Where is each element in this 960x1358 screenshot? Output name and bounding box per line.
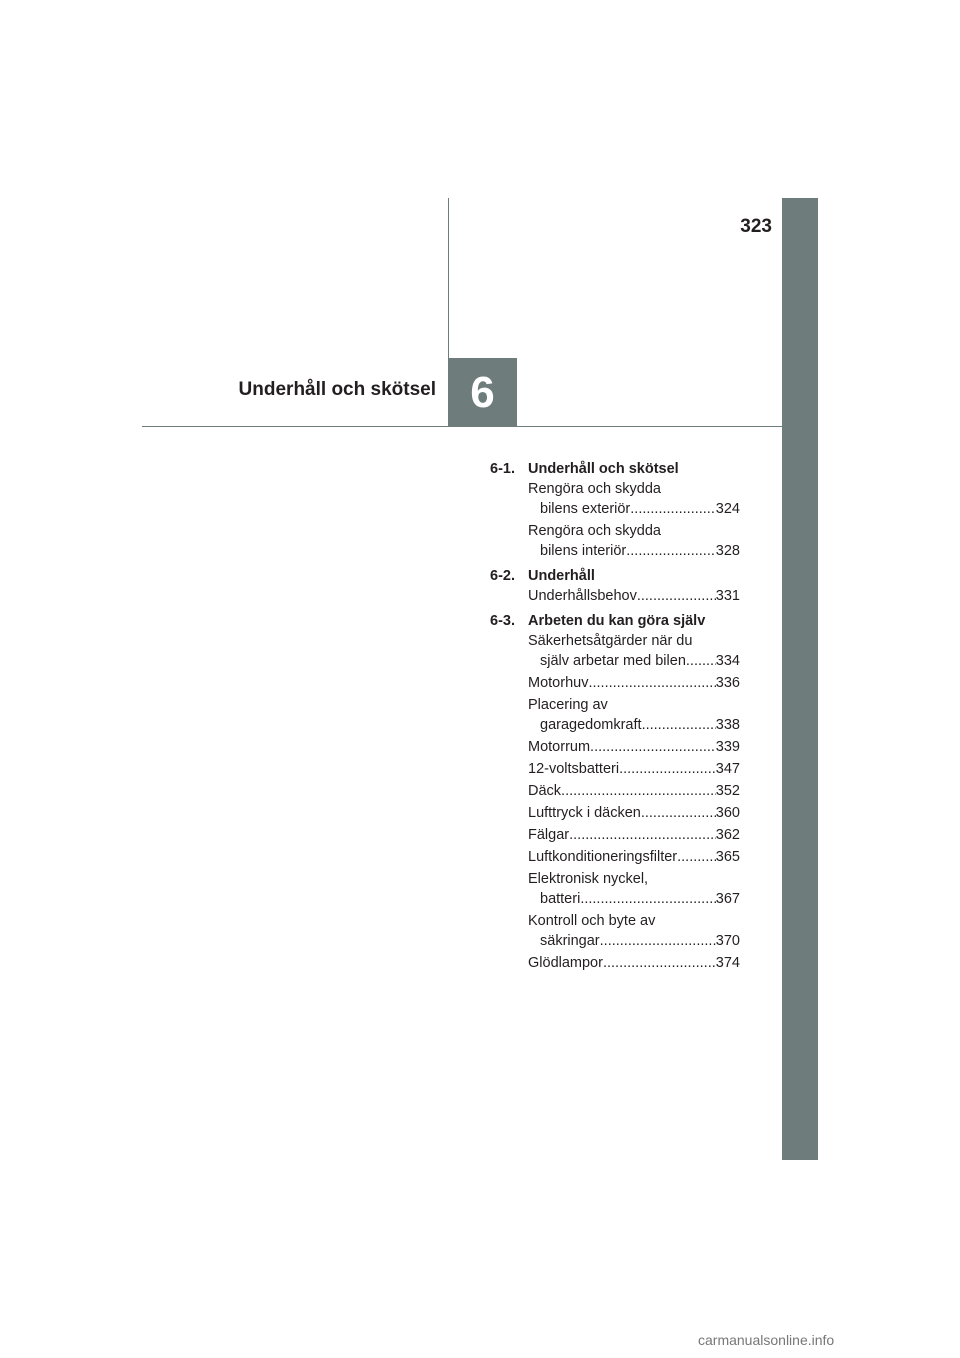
entry-text: garagedomkraft [540, 717, 642, 733]
entry-page: 362 [715, 827, 740, 843]
entry-page: 352 [715, 783, 740, 799]
entry-line [528, 781, 740, 801]
entry-line [528, 825, 740, 845]
entry-text: bilens exteriör [540, 501, 631, 517]
page-number: 323 [740, 216, 772, 237]
dot-leader [600, 931, 716, 951]
toc-entry[interactable] [528, 631, 740, 671]
entry-page: 328 [715, 543, 740, 559]
section-heading [490, 566, 740, 586]
entry-page: 324 [715, 501, 740, 517]
table-of-contents [490, 459, 740, 978]
entry-page: 367 [715, 891, 740, 907]
entry-text: Rengöra och skydda [528, 481, 661, 497]
entry-line [528, 931, 740, 951]
toc-section [490, 611, 740, 973]
dot-leader [630, 499, 716, 519]
entry-line [528, 953, 740, 973]
toc-entry[interactable] [528, 673, 740, 693]
section-title: Underhåll och skötsel [528, 461, 679, 477]
entry-line [528, 759, 740, 779]
entry-line [528, 499, 740, 519]
entry-text: Motorhuv [528, 675, 589, 691]
toc-entry[interactable] [528, 847, 740, 867]
entry-text: Elektronisk nyckel, [528, 871, 649, 887]
dot-leader [590, 737, 716, 757]
toc-entry[interactable] [528, 695, 740, 735]
chapter-title: Underhåll och skötsel [238, 379, 436, 400]
dot-leader [637, 586, 716, 606]
toc-entry[interactable] [528, 803, 740, 823]
entry-text: batteri [540, 891, 581, 907]
entry-line [528, 521, 740, 541]
entry-page: 339 [715, 739, 740, 755]
entry-page: 338 [715, 717, 740, 733]
entry-page: 370 [715, 933, 740, 949]
entry-line [528, 651, 740, 671]
entry-text: själv arbetar med bilen [540, 653, 686, 669]
toc-entry[interactable] [528, 869, 740, 909]
entry-page: 334 [715, 653, 740, 669]
toc-entry[interactable] [528, 479, 740, 519]
entry-text: bilens interiör [540, 543, 627, 559]
entry-line [528, 847, 740, 867]
entry-line [528, 715, 740, 735]
entry-line [528, 889, 740, 909]
toc-entry[interactable] [528, 737, 740, 757]
dot-leader [677, 847, 716, 867]
entry-line [528, 737, 740, 757]
side-tab [782, 198, 818, 1160]
entry-text: Fälgar [528, 827, 570, 843]
section-heading [490, 459, 740, 479]
section-number: 6-2. [490, 568, 515, 584]
dot-leader [686, 651, 716, 671]
dot-leader [588, 673, 715, 693]
toc-entry[interactable] [528, 521, 740, 561]
section-heading [490, 611, 740, 631]
entry-line [528, 479, 740, 499]
dot-leader [569, 825, 716, 845]
dot-leader [642, 715, 716, 735]
entry-page: 365 [715, 849, 740, 865]
toc-entry[interactable] [528, 759, 740, 779]
entry-text: Motorrum [528, 739, 591, 755]
dot-leader [619, 759, 716, 779]
section-title: Underhåll [528, 568, 595, 584]
entry-text: Däck [528, 783, 562, 799]
dot-leader [561, 781, 716, 801]
entry-line [528, 695, 740, 715]
chapter-number: 6 [448, 358, 517, 427]
toc-section [490, 566, 740, 606]
entry-text: Rengöra och skydda [528, 523, 661, 539]
entry-line [528, 541, 740, 561]
entry-text: säkringar [540, 933, 600, 949]
entry-line [528, 911, 740, 931]
vertical-rule [448, 198, 449, 358]
entry-text: 12-voltsbatteri [528, 761, 620, 777]
entry-text: Underhållsbehov [528, 588, 637, 604]
entry-line [528, 631, 740, 651]
dot-leader [641, 803, 716, 823]
entry-text: Lufttryck i däcken [528, 805, 641, 821]
entry-text: Kontroll och byte av [528, 913, 656, 929]
section-number: 6-3. [490, 613, 515, 629]
entry-text: Glödlampor [528, 955, 603, 971]
section-number: 6-1. [490, 461, 515, 477]
section-title: Arbeten du kan göra själv [528, 613, 706, 629]
entry-line [528, 869, 740, 889]
entry-page: 336 [715, 675, 740, 691]
toc-entry[interactable] [528, 781, 740, 801]
entry-line [528, 586, 740, 606]
entry-text: Luftkonditioneringsfilter [528, 849, 678, 865]
toc-section [490, 459, 740, 561]
dot-leader [580, 889, 715, 909]
entry-line [528, 673, 740, 693]
entry-text: Placering av [528, 697, 608, 713]
dot-leader [603, 953, 716, 973]
entry-page: 331 [715, 588, 740, 604]
toc-entry[interactable] [528, 586, 740, 606]
entry-page: 374 [715, 955, 740, 971]
toc-entry[interactable] [528, 911, 740, 951]
entry-page: 360 [715, 805, 740, 821]
toc-entry[interactable] [528, 825, 740, 845]
entry-text: Säkerhetsåtgärder när du [528, 633, 693, 649]
entry-page: 347 [715, 761, 740, 777]
dot-leader [626, 541, 716, 561]
entry-line [528, 803, 740, 823]
watermark: carmanualsonline.info [698, 1332, 835, 1348]
toc-entry[interactable] [528, 953, 740, 973]
